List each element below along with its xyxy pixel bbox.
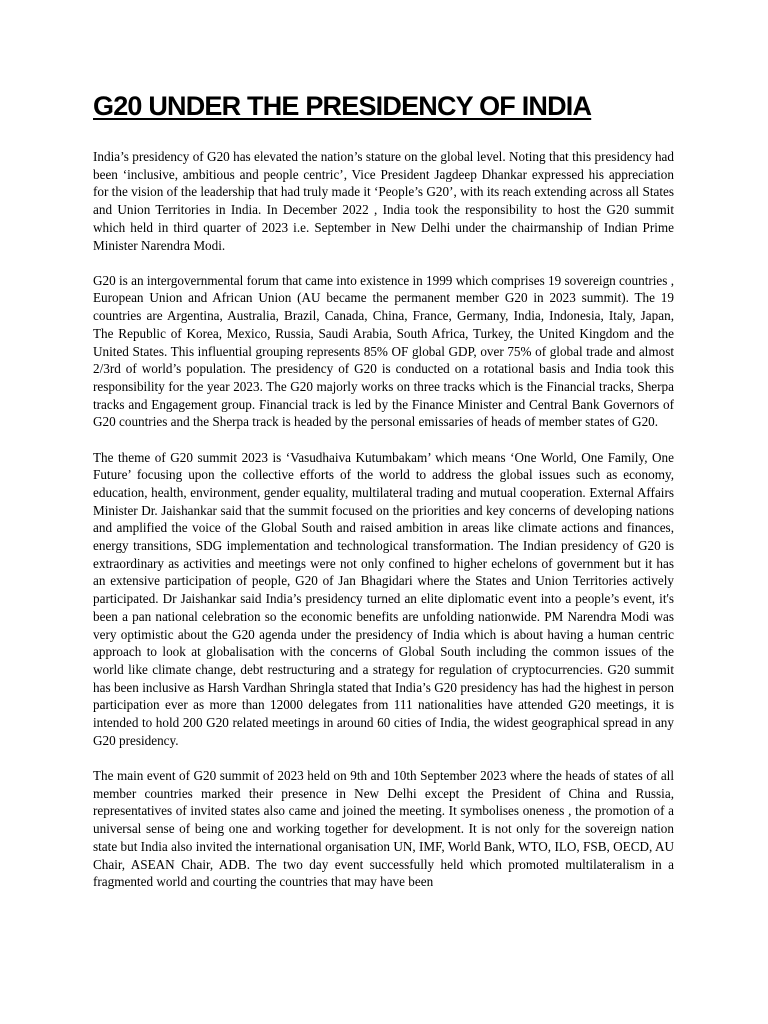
document-title: G20 UNDER THE PRESIDENCY OF INDIA	[93, 91, 592, 121]
paragraph-2: G20 is an intergovernmental forum that came into existence in 1999 which comprises 19 sovereign countries , European Union and African Union (AU became the permanent member G20 in 2023 summit). The 19 countries are Argentina, Australia, Brazil, Canada, China, France, Germany, India, Indonesia, Italy, Japan, The Republic of Korea, Mexico, Russia, Saudi Arabia, South Africa, Turkey, the United Kingdom and the United States. This influential grouping represents 85% OF global GDP, over 75% of global trade and almost 2/3rd of world’s population. The presidency of G20 is conducted on a rotational basis and India took this responsibility for the year 2023. The G20 majorly works on three tracks which is the Financial tracks, Sherpa tracks and Engagement group. Financial track is led by the Finance Minister and Central Bank Governors of G20 countries and the Sherpa track is headed by the personal emissaries of heads of member states of G20.	[93, 272, 674, 430]
document-page	[93, 88, 674, 908]
paragraph-1: India’s presidency of G20 has elevated the nation’s stature on the global level. Noting that this presidency had been ‘inclusive, ambitious and people centric’, Vice President Jagdeep Dhankar expressed his appreciation for the vision of the leadership that had truly made it ‘People’s G20’, with its reach extending across all States and Union Territories in India. In December 2022 , India took the responsibility to host the G20 summit which held in third quarter of 2023 i.e. September in New Delhi under the chairmanship of Indian Prime Minister Narendra Modi.	[93, 149, 674, 253]
paragraph-3: The theme of G20 summit 2023 is ‘Vasudhaiva Kutumbakam’ which means ‘One World, One Family, One Future’ focusing upon the collective efforts of the world to address the global issues such as economy, education, health, environment, gender equality, multilateral trading and mutual cooperation. External Affairs Minister Dr. Jaishankar said that the summit focused on the priorities and key concerns of developing nations and amplified the voice of the Global South and raised ambition in areas like climate actions and finances, energy transitions, SDG implementation and technological transformation. The Indian presidency of G20 is extraordinary as activities and meetings were not only confined to higher echelons of government but it has an extensive participation of people, G20 of Jan Bhagidari where the States and Union Territories actively participated. Dr Jaishankar said India’s presidency turned an elite diplomatic event into a people’s event, it's been a pan national celebration so the economic benefits are unfolding nationwide. PM Narendra Modi was very optimistic about the G20 agenda under the presidency of India which is about having a human centric approach to look at globalisation with the concerns of Global South including the common issues of the world like climate change, debt restructuring and a strategy for regulation of cryptocurrencies. G20 summit has been inclusive as Harsh Vardhan Shringla stated that India’s G20 presidency has had the highest in person participation ever as more than 12000 delegates from 111 nationalities have attended G20 meetings, it is intended to hold 200 G20 related meetings in around 60 cities of India, the widest geographical spread in any G20 presidency.	[93, 449, 674, 748]
paragraph-4: The main event of G20 summit of 2023 held on 9th and 10th September 2023 where the heads of states of all member countries marked their presence in New Delhi except the President of China and Russia, representatives of invited states also came and joined the meeting. It symbolises oneness , the promotion of a universal sense of being one and working together for development. It is not only for the sovereign nation state but India also invited the international organisation UN, IMF, World Bank, WTO, ILO, FSB, OECD, AU Chair, ASEAN Chair, ADB. The two day event successfully held which promoted multilateralism in a fragmented world and courting the countries that may have been	[93, 768, 674, 890]
